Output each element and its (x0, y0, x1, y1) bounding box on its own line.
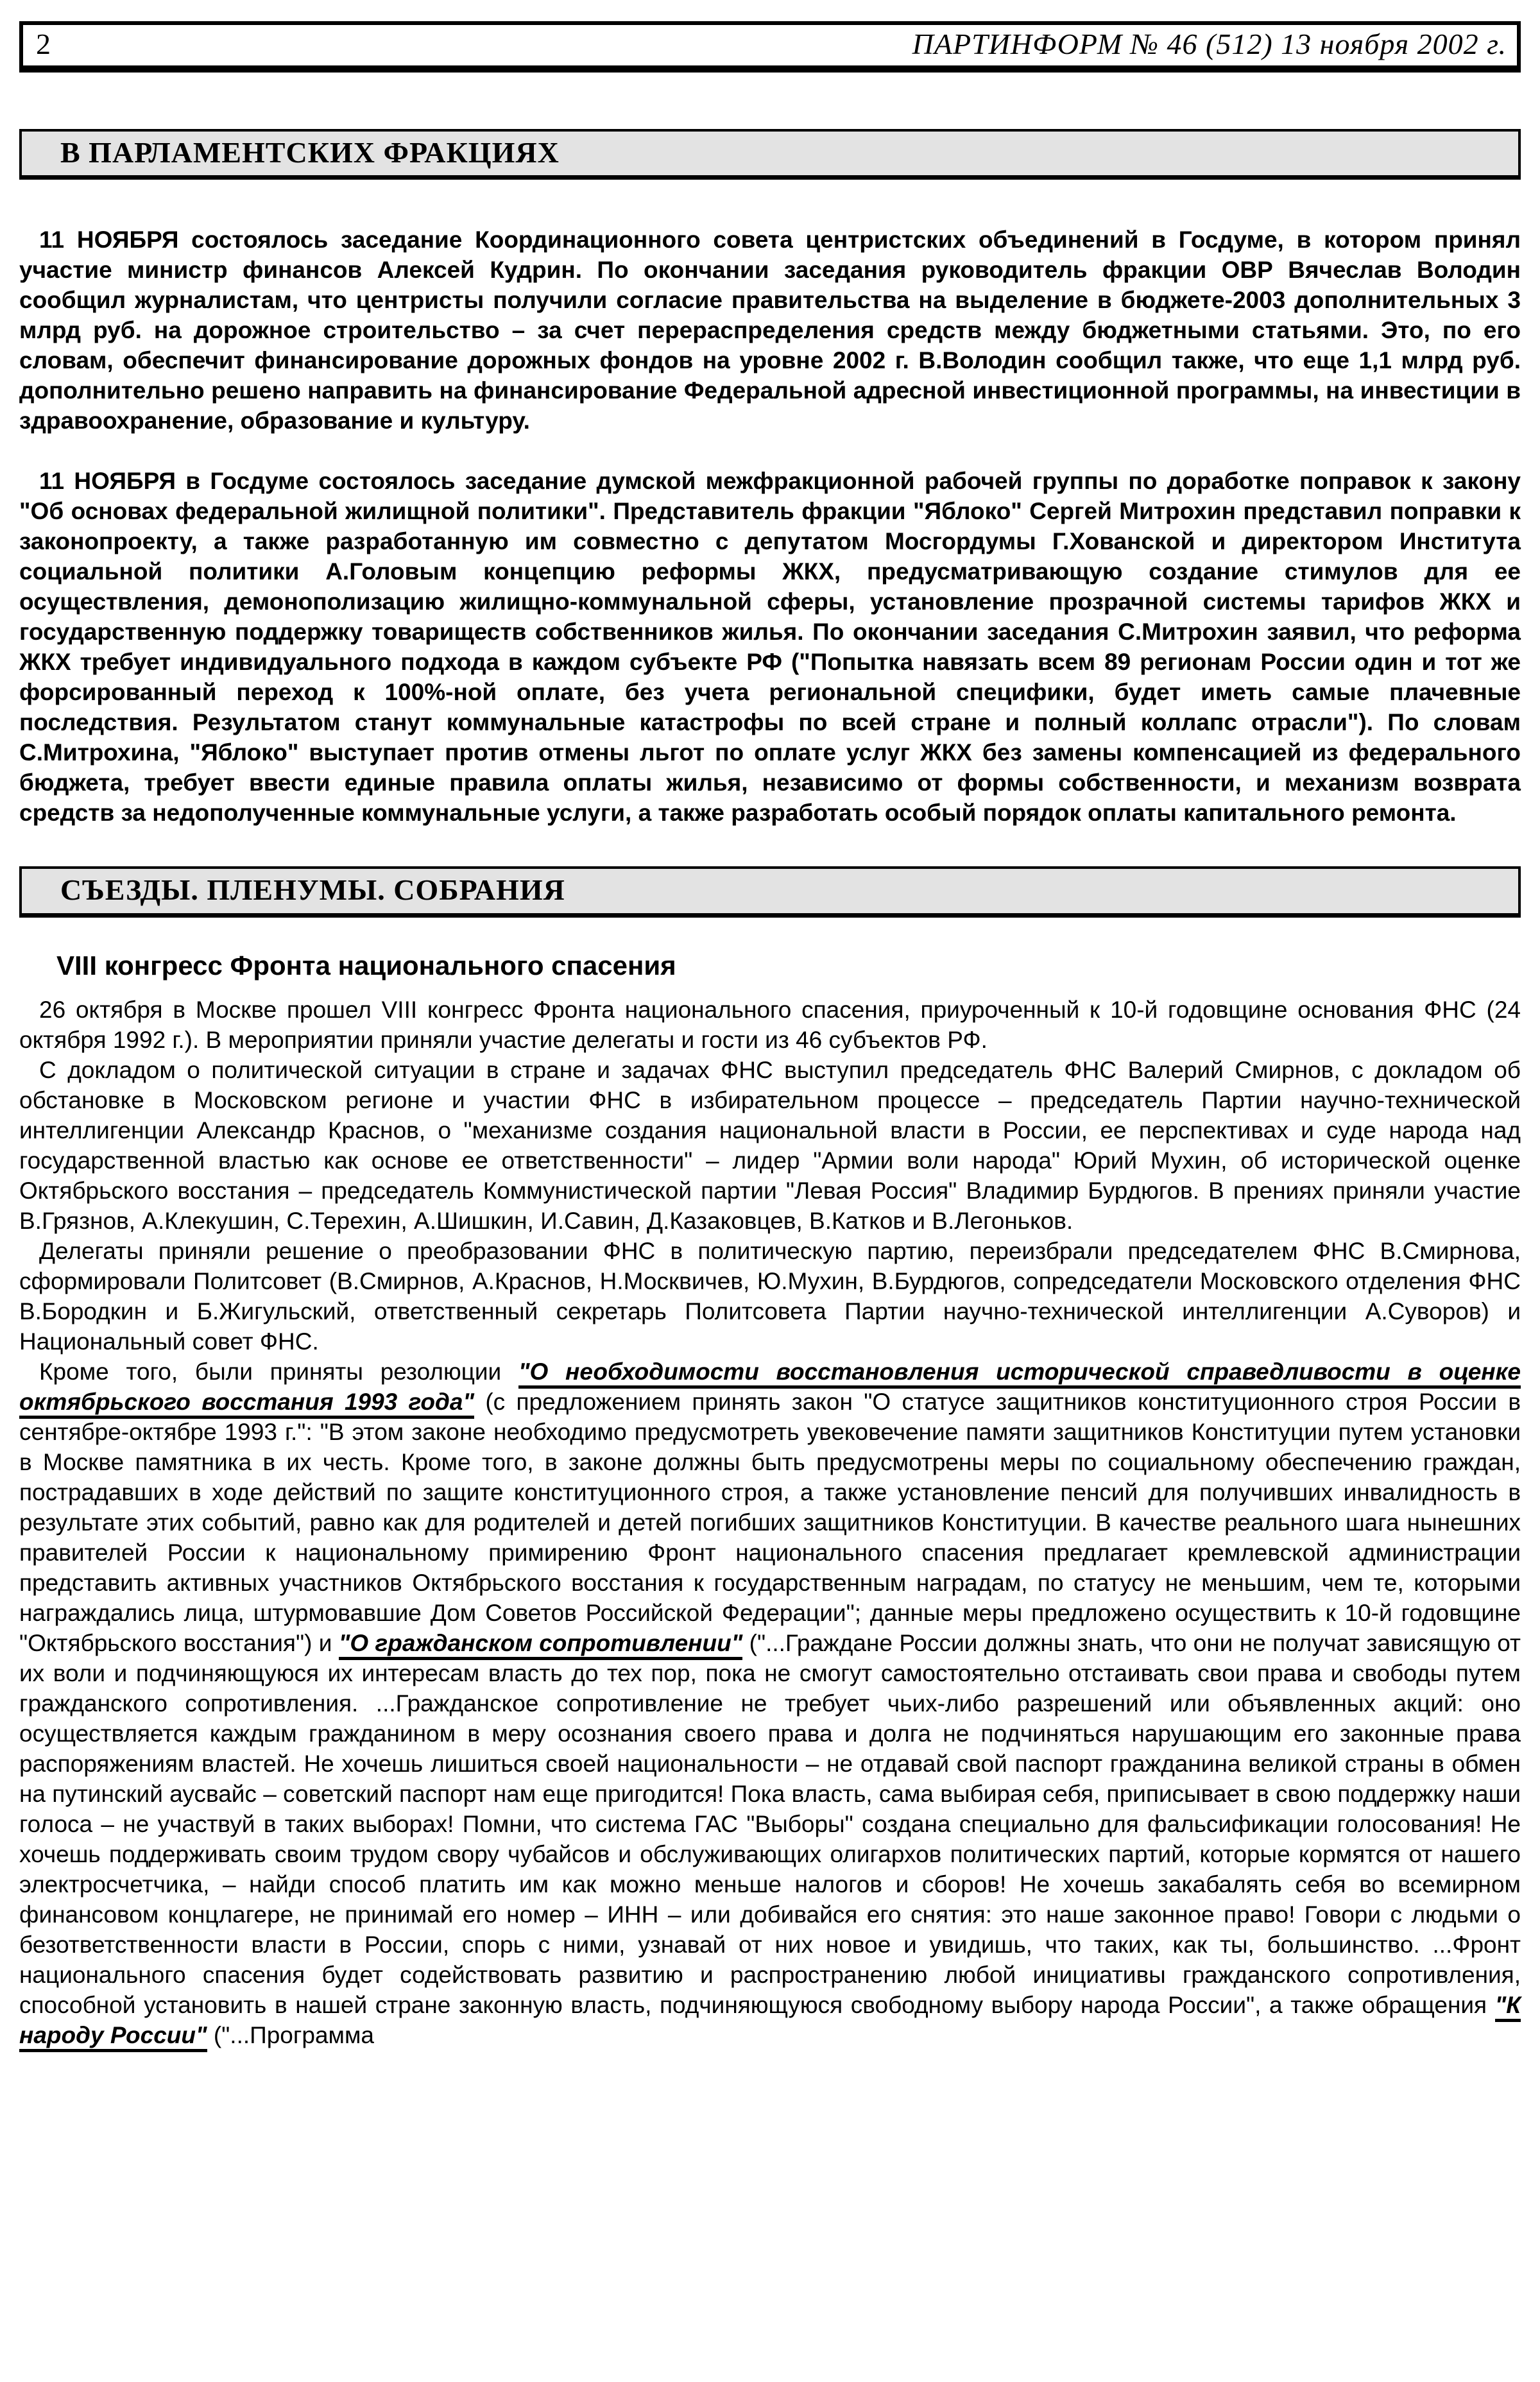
section-title: СЪЕЗДЫ. ПЛЕНУМЫ. СОБРАНИЯ (60, 873, 565, 907)
page-content (0, 21, 1540, 2050)
resolution-title-civil-resistance: "О гражданском сопротивлении" (339, 1630, 742, 1660)
resolution-title-october-1993: "О необходимости восстановления исторической справедливости в оценке октябрьского восстания 1993 года" (19, 1358, 1521, 1419)
section-title: В ПАРЛАМЕНТСКИХ ФРАКЦИЯХ (60, 136, 560, 169)
paragraph: 26 октября в Москве прошел VIII конгресс Фронта национального спасения, приуроченный к 10-й годовщине основания ФНС (24 октября 1992 г.). В мероприятии приняли участие делегаты и гости из 46 субъектов РФ. (19, 996, 1521, 1053)
section-bar-parliament-fractions (19, 129, 1521, 180)
article-title: VIII конгресс Фронта национального спасения (56, 950, 676, 981)
paragraph (19, 1357, 1521, 2050)
appeal-title-to-people-of-russia: "К народу России" (19, 1992, 1521, 2052)
paragraph: 11 НОЯБРЯ в Госдуме состоялось заседание думской межфракционной рабочей группы по доработке поправок к закону "Об основах федеральной жилищной политики". Представитель фракции "Яблоко" Сергей Митрохин представил поправки к законопроекту, а также разработанную им совместно с депутатом Мосгордумы Г.Хованской и директором Института социальной политики А.Головым концепцию реформы ЖКХ, предусматривающую создание стимулов для ее осуществления, демонополизацию жилищно-коммунальной сферы, установление прозрачной системы тарифов ЖКХ и государственную поддержку товариществ собственников жилья. По окончании заседания С.Митрохин заявил, что реформа ЖКХ требует индивидуального подхода в каждом субъекте РФ ("Попытка навязать всем 89 регионам России один и тот же форсированный переход к 100%-ной оплате, без учета региональной специфики, будет иметь самые плачевные последствия. Результатом станут коммунальные катастрофы по всей стране и полный коллапс отрасли"). По словам С.Митрохина, "Яблоко" выступает против отмены льгот по оплате услуг ЖКХ без замены компенсацией из федерального бюджета, требует ввести единые правила оплаты жилья, независимо от формы собственности, и механизм возврата средств за недополученные коммунальные услуги, а также разработать особый порядок оплаты капитального ремонта. (19, 468, 1521, 827)
newsletter-title: ПАРТИНФОРМ № 46 (512) 13 ноября 2002 г. (912, 27, 1507, 60)
paragraph: С докладом о политической ситуации в стране и задачах ФНС выступил председатель ФНС Валерий Смирнов, с докладом об обстановке в Московском регионе и участии ФНС в избирательном процессе – председатель Партии научно-технической интеллигенции Александр Краснов, о "механизме создания национальной власти в России, ее перспективах и суде народа над государственной властью как основе ее ответственности" – лидер "Армии воли народа" Юрий Мухин, об исторической оценке Октябрьского восстания – председатель Коммунистической партии "Левая Россия" Владимир Бурдюгов. В прениях приняли участие В.Грязнов, А.Клекушин, С.Терехин, А.Шишкин, И.Савин, Д.Казаковцев, В.Катков и В.Легоньков. (19, 1056, 1521, 1234)
section-bar-congresses (19, 866, 1521, 917)
paragraph-run: ("...Программа (207, 2021, 374, 2048)
paragraph-run: ("...Граждане России должны знать, что они не получат зависящую от их воли и подчиняющуюся их интересам власть до тех пор, пока не смогут самостоятельно отстаивать свои права и свободы путем гражданского сопротивления. ...Гражданское сопротивление не требует чьих-либо разрешений или объявленных акций: оно осуществляется каждым гражданином в меру осознания своего права и долга не подчиняться нарушающим его законные права распоряжениям властей. Не хочешь лишиться своей национальности – не отдавай свой паспорт гражданина великой страны в обмен на путинский аусвайс – советский паспорт нам еще пригодится! Пока власть, сама выбирая себя, приписывает в свою поддержку наши голоса – не участвуй в таких выборах! Помни, что система ГАС "Выборы" создана специально для фальсификации голосования! Не хочешь поддерживать своим трудом свору чубайсов и обслуживающих олигархов политических партий, которые кормятся от нашего электросчетчика, – найди способ платить им как можно меньше налогов и сборов! Не хочешь закабалять себя во всемирном финансовом концлагере, не принимай его номер – ИНН – или добивайся его снятия: это наше законное право! Говори с людьми о безответственности власти в России, спорь с ними, узнавай от них новое и увидишь, что таких, как ты, большинство. ...Фронт национального спасения будет содействовать развитию и распространению любой инициативы гражданского сопротивления, способной установить в нашей стране законную власть, подчиняющуюся свободному выбору народа России", а также обращения (19, 1629, 1521, 2018)
paragraph: Делегаты приняли решение о преобразовании ФНС в политическую партию, переизбрали председателем ФНС В.Смирнова, сформировали Политсовет (В.Смирнов, А.Краснов, Н.Москвичев, Ю.Мухин, В.Бурдюгов, сопредседатели Московского отделения ФНС В.Бородкин и Б.Жигульский, ответственный секретарь Политсовета Партии научно-технической интеллигенции А.Суворов) и Национальный совет ФНС. (19, 1237, 1521, 1355)
page-number: 2 (36, 27, 51, 60)
paragraph-run: (с предложением принять закон "О статусе защитников конституционного строя России в сентябре-октябре 1993 г.": "В этом законе необходимо предусмотреть увековечение памяти защитников Конституции путем установки в Москве памятника в их честь. Кроме того, в законе должны быть предусмотрены меры по социальному обеспечению граждан, пострадавших в ходе действий по защите конституционного строя, а также установление пенсий для получивших инвалидность в результате этих событий, равно как для родителей и детей погибших защитников Конституции. В качестве реального шага нынешних правителей России к национальному примирению Фронт национального спасения предлагает кремлевской администрации представить активных участников Октябрьского восстания к государственным наградам, по статусу не меньшим, чем те, которыми награждались лица, штурмовавшие Дом Советов Российской Федерации"; данные меры предложено осуществить к 10-й годовщине "Октябрьского восстания") и (19, 1388, 1521, 1656)
paragraph-run: Кроме того, были приняты резолюции (39, 1358, 518, 1385)
page-header (19, 21, 1521, 73)
paragraph: 11 НОЯБРЯ состоялось заседание Координационного совета центристских объединений в Госдуме, в котором принял участие министр финансов Алексей Кудрин. По окончании заседания руководитель фракции ОВР Вячеслав Володин сообщил журналистам, что центристы получили согласие правительства на выделение в бюджете-2003 дополнительных 3 млрд руб. на дорожное строительство – за счет перераспределения средств между бюджетными статьями. Это, по его словам, обеспечит финансирование дорожных фондов на уровне 2002 г. В.Володин сообщил также, что еще 1,1 млрд руб. дополнительно решено направить на финансирование Федеральной адресной инвестиционной программы, на инвестиции в здравоохранение, образование и культуру. (19, 227, 1521, 434)
